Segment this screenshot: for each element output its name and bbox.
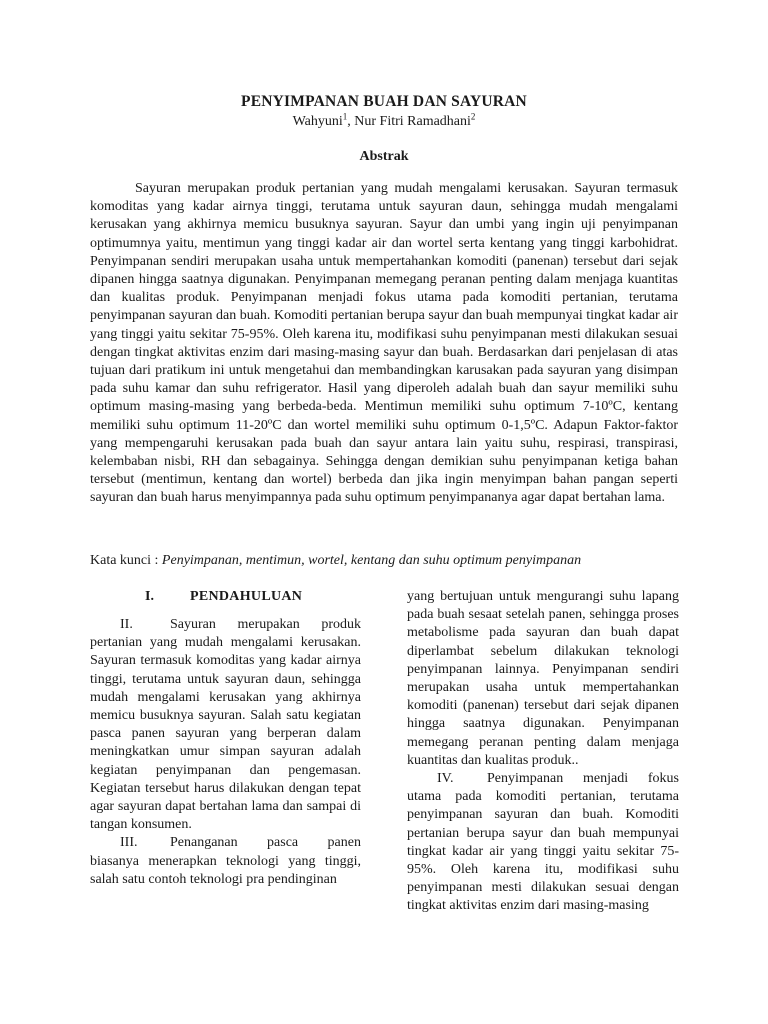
paragraph [407,770,679,916]
section-title: PENDAHULUAN [190,589,303,604]
section-number: I. [145,589,154,604]
author-line: Wahyuni$^1$, Nur Fitri Ramadhani$^2$ [292,111,476,129]
paragraph [90,616,361,834]
paragraph-number: IV. [437,771,454,787]
paragraph-text: Penanganan pasca panen biasanya menerapkan teknologi yang tinggi, salah satu contoh teknologi pra pendinginan [90,835,361,887]
paragraph [90,834,361,889]
author-affiliation-mark: 1 [342,111,348,122]
keywords-label: Kata kunci : [90,553,162,568]
left-column [90,588,361,889]
author-affiliation-mark: 2 [470,111,476,122]
paper-title: PENYIMPANAN BUAH DAN SAYURAN [241,93,527,110]
keywords-text: Penyimpanan, mentimun, wortel, kentang dan suhu optimum penyimpanan [161,553,582,568]
abstract-heading: Abstrak [359,149,409,164]
abstract-body: Sayuran merupakan produk pertanian yang mudah mengalami kerusakan. Sayuran termasuk komoditas yang kadar airnya tinggi, terutama untuk sayuran daun, sehingga mudah mengalami kerusakan yang akhirnya memicu busuknya sayuran. Sayur dan umbi yang ingin uji penyimpanan optimumnya yaitu, mentimun yang tinggi kadar air dan wortel serta kentang yang tinggi karbohidrat. Penyimpanan sendiri merupakan usaha untuk mempertahankan komoditi (panenan) tersebut dari sejak dipanen hingga saatnya digunakan. Penyimpanan memegang peranan penting dalam menjaga kuantitas dan kualitas produk. Penyimpanan menjadi fokus utama pada komoditi pertanian, terutama penyimpanan sayuran dan buah. Komoditi pertanian berupa sayur dan buah mempunyai tingkat kadar air yang tinggi yaitu sekitar 75-95%. Oleh karena itu, modifikasi suhu penyimpanan mesti dilakukan sesuai dengan tingkat aktivitas enzim dari masing-masing sayur dan buah. Berdasarkan dari penjelasan di atas tujuan dari pratikum ini untuk mengetahui dan membandingkan karusakan pada sayuran yang disimpan pada suhu kamar dan suhu refrigerator. Hasil yang diperoleh adalah buah dan sayur memiliki suhu optimum masing-masing yang berbeda-beda. Mentimun memiliki suhu optimum 7-10ºC, kentang memiliki suhu optimum 11-20ºC dan wortel memiliki suhu optimum 0-1,5ºC. Adapun Faktor-faktor yang mempengaruhi kerusakan pada buah dan sayur antara lain yaitu suhu, respirasi, transpirasi, kelembaban nisbi, RH dan sebagainya. Sehingga dengan demikian suhu penyimpanan ketiga bahan tersebut (mentimun, kentang dan wortel) berbeda dan jika ingin menyimpan bahan pangan seperti sayuran dan buah harus menyimpannya pada suhu optimum penyimpananya agar dapat bertahan lama. [90,181,678,506]
right-column [407,588,679,916]
section-heading [90,588,361,606]
paragraph-text: yang bertujuan untuk mengurangi suhu lapang pada buah sesaat setelah panen, sehingga proses metabolisme pada sayuran dan buah dapat diperlambat sebelum dilakukan teknologi penyimpanan lainnya. Penyimpanan sendiri merupakan usaha untuk mempertahankan komoditi (panenan) tersebut dari sejak dipanen hingga saatnya digunakan. Penyimpanan memegang peranan penting dalam menjaga kuantitas dan kualitas produk.. [407,589,679,768]
paragraph-number: III. [120,835,138,851]
author-name: Nur Fitri Ramadhani [354,114,471,129]
paragraph [407,588,679,770]
author-name: Wahyuni [292,114,343,129]
keywords-line [90,552,690,570]
paragraph-number: II. [120,617,133,632]
paragraph-text: Penyimpanan menjadi fokus utama pada komoditi pertanian, terutama penyimpanan sayuran dan buah. Komoditi pertanian berupa sayur dan buah mempunyai tingkat kadar air yang tinggi yaitu sekitar 75-95%. Oleh karena itu, modifikasi suhu penyimpanan mesti dilakukan sesuai dengan tingkat aktivitas enzim dari masing-masing [407,771,679,914]
paragraph-text: Sayuran merupakan produk pertanian yang mudah mengalami kerusakan. Sayuran termasuk komoditas yang kadar airnya tinggi, terutama untuk sayuran daun, sehingga mudah mengalami kerusakan yang akhirnya memicu busuknya sayuran. Salah satu kegiatan pasca panen sayuran yang berperan dalam meningkatkan umur simpan sayuran adalah kegiatan penyimpanan dan pengemasan. Kegiatan tersebut harus dilakukan dengan tepat agar sayuran dapat bertahan lama dan sampai di tangan konsumen. [90,617,361,833]
